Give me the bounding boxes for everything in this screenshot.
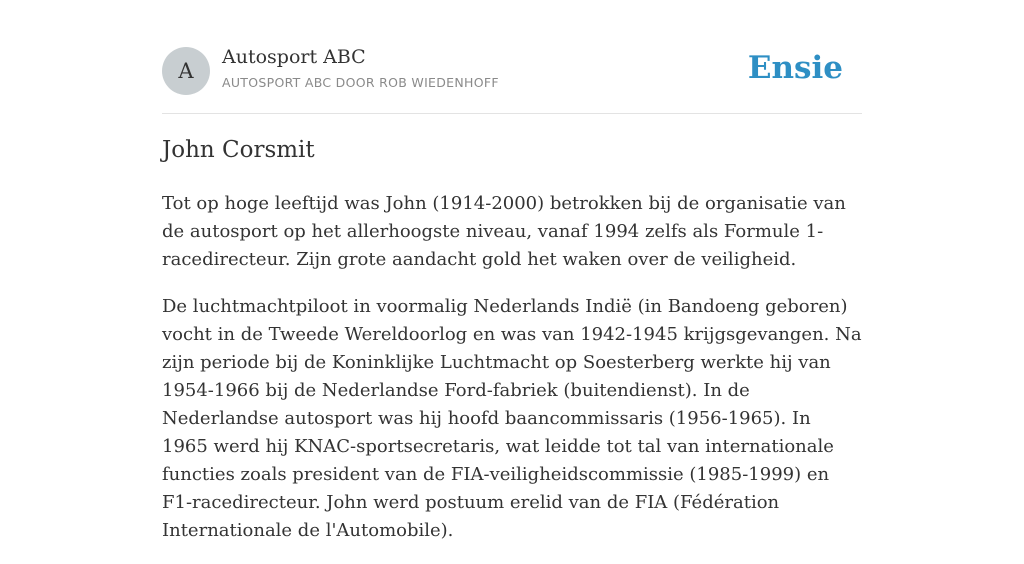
article-title: John Corsmit — [162, 137, 315, 163]
content-container — [162, 0, 862, 541]
header — [162, 0, 862, 114]
article-body — [162, 190, 862, 564]
article-paragraph: Tot op hoge leeftijd was John (1914-2000) betrokken bij de organisatie van de autosport op het allerhoogste niveau, vanaf 1994 zelfs als Formule 1-racedirecteur. Zijn grote aandacht gold het waken over de veiligheid. — [162, 193, 846, 270]
brand-logo[interactable]: Ensie — [747, 50, 843, 86]
avatar[interactable]: A — [162, 47, 210, 95]
author-name[interactable]: Autosport ABC — [222, 46, 366, 68]
author-subtitle: AUTOSPORT ABC DOOR ROB WIEDENHOFF — [222, 75, 499, 90]
article-paragraph: De luchtmachtpiloot in voormalig Nederlands Indië (in Bandoeng geboren) vocht in de Tweede Wereldoorlog en was van 1942-1945 krijgsgevangen. Na zijn periode bij de Koninklijke Luchtmacht op Soesterberg werkte hij van 1954-1966 bij de Nederlandse Ford-fabriek (buitendienst). In de Nederlandse autosport was hij hoofd baancommissaris (1956-1965). In 1965 werd hij KNAC-sportsecretaris, wat leidde tot tal van internationale functies zoals president van de FIA-veiligheidscommissie (1985-1999) en F1-racedirecteur. John werd postuum erelid van de FIA (Fédération Internationale de l'Automobile). — [162, 296, 862, 541]
